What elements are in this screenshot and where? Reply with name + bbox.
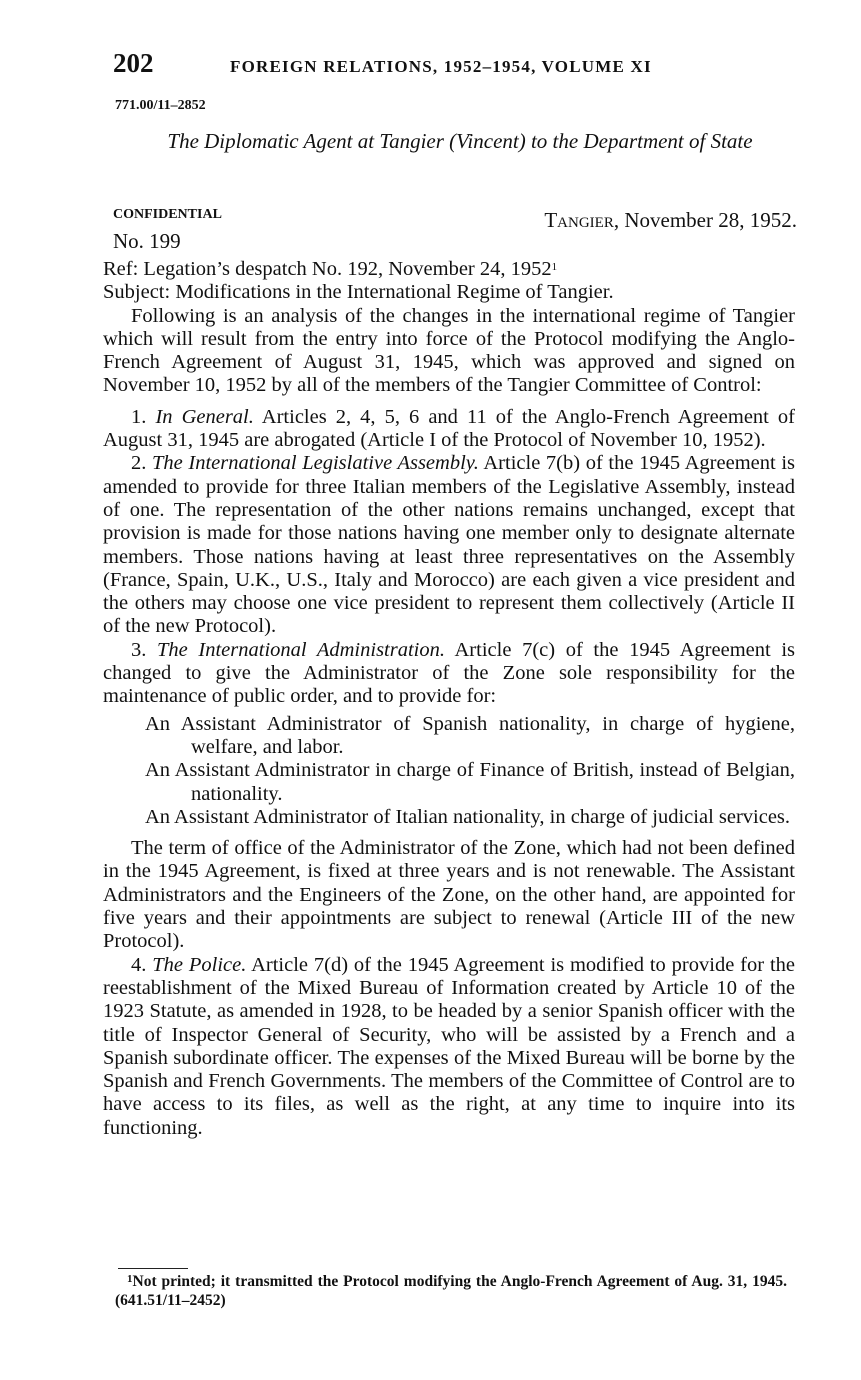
item-legislative-assembly	[103, 452, 795, 638]
file-number: 771.00/11–2852	[115, 98, 206, 113]
item-text: Articles 2, 4, 5, 6 and 11 of the Anglo-French Agreement of August 31, 1945 are abrogated (Article I of the Protocol of November 10, 1952).	[103, 405, 795, 452]
footnote-marker: 1	[551, 261, 558, 273]
assistant-administrators-list	[145, 713, 795, 829]
footnote	[115, 1272, 787, 1310]
list-item: An Assistant Administrator of Italian nationality, in charge of judicial services.	[145, 805, 791, 828]
reference-label: Ref:	[103, 258, 139, 280]
classification-label: CONFIDENTIAL	[113, 207, 222, 222]
item-text: Article 7(c) of the 1945 Agreement is changed to give the Administrator of the Zone sole responsibility for the maintenance of public order, and to provide for:	[103, 638, 795, 708]
dateline	[544, 208, 797, 233]
reference-text: Legation’s despatch No. 192, November 24, 1952	[138, 258, 552, 280]
item-heading: In General.	[155, 405, 254, 428]
item-heading: The Police.	[152, 953, 247, 976]
item-number: 2.	[131, 452, 147, 475]
item-text: Article 7(d) of the 1945 Agreement is modified to provide for the reestablishment of the Mixed Bureau of Information created by Article 10 of the 1923 Statute, as amended in 1928, to be headed by a senior Spanish officer with the title of Inspector General of Security, who will be assisted by a French and a Spanish subordinate officer. The expenses of the Mixed Bureau will be borne by the Spanish and French Governments. The members of the Committee of Control are to have access to its files, as well as the right, at any time to inquire into its functioning.	[103, 953, 795, 1139]
list-item: An Assistant Administrator in charge of Finance of British, instead of Belgian, nationality.	[145, 759, 795, 805]
item-text: Article 7(b) of the 1945 Agreement is amended to provide for three Italian members of the Legislative Assembly, instead of one. The representation of the other nations remains unchanged, except that provision is made for those nations having one member only to designate alternate members. Those nations having at least three representatives on the Assembly (France, Spain, U.K., U.S., Italy and Morocco) are each given a vice president and the others may choose one vice president to represent them collectively (Article II of the new Protocol).	[103, 452, 795, 638]
dateline-date: , November 28, 1952.	[613, 208, 797, 232]
intro-paragraph: Following is an analysis of the changes in the international regime of Tangier which will result from the entry into force of the Protocol modifying the Anglo-French Agreement of August 31, 1945, which was approved and signed on November 10, 1952 by all of the members of the Tangier Committee of Control:	[103, 304, 795, 397]
item-number: 4.	[131, 953, 147, 976]
item-number: 1.	[131, 405, 147, 428]
footnote-divider	[118, 1268, 188, 1269]
item-general	[103, 406, 795, 453]
document-title: The Diplomatic Agent at Tangier (Vincent) to the Department of State	[167, 129, 753, 153]
dateline-place: Tangier	[544, 208, 614, 232]
term-paragraph: The term of office of the Administrator of the Zone, which had not been defined in the 1945 Agreement, is fixed at three years and is not renewable. The Assistant Administrators and the Engineers of the Zone, on the other hand, are appointed for five years and their appointments are subject to renewal (Article III of the new Protocol).	[103, 837, 795, 953]
item-administration	[103, 639, 795, 709]
subject-line	[103, 281, 795, 304]
item-heading: The International Legislative Assembly.	[152, 452, 479, 475]
footnote-mark: 1	[127, 1273, 133, 1285]
document-body	[103, 258, 795, 1140]
page-number: 202	[113, 48, 154, 78]
list-item: An Assistant Administrator of Spanish nationality, in charge of hygiene, welfare, and labor.	[145, 712, 795, 758]
subject-text: Modifications in the International Regime of Tangier.	[170, 281, 614, 304]
reference-line	[103, 258, 795, 281]
footnote-text: Not printed; it transmitted the Protocol modifying the Anglo-French Agreement of Aug. 31, 1945. (641.51/11–2452)	[115, 1273, 787, 1309]
subject-label: Subject:	[103, 281, 171, 304]
item-number: 3.	[131, 638, 147, 661]
item-heading: The International Administration.	[157, 638, 445, 661]
item-police	[103, 954, 795, 1140]
document-number: No. 199	[113, 229, 181, 253]
page-header	[113, 48, 803, 84]
running-title: FOREIGN RELATIONS, 1952–1954, VOLUME XI	[230, 57, 652, 76]
